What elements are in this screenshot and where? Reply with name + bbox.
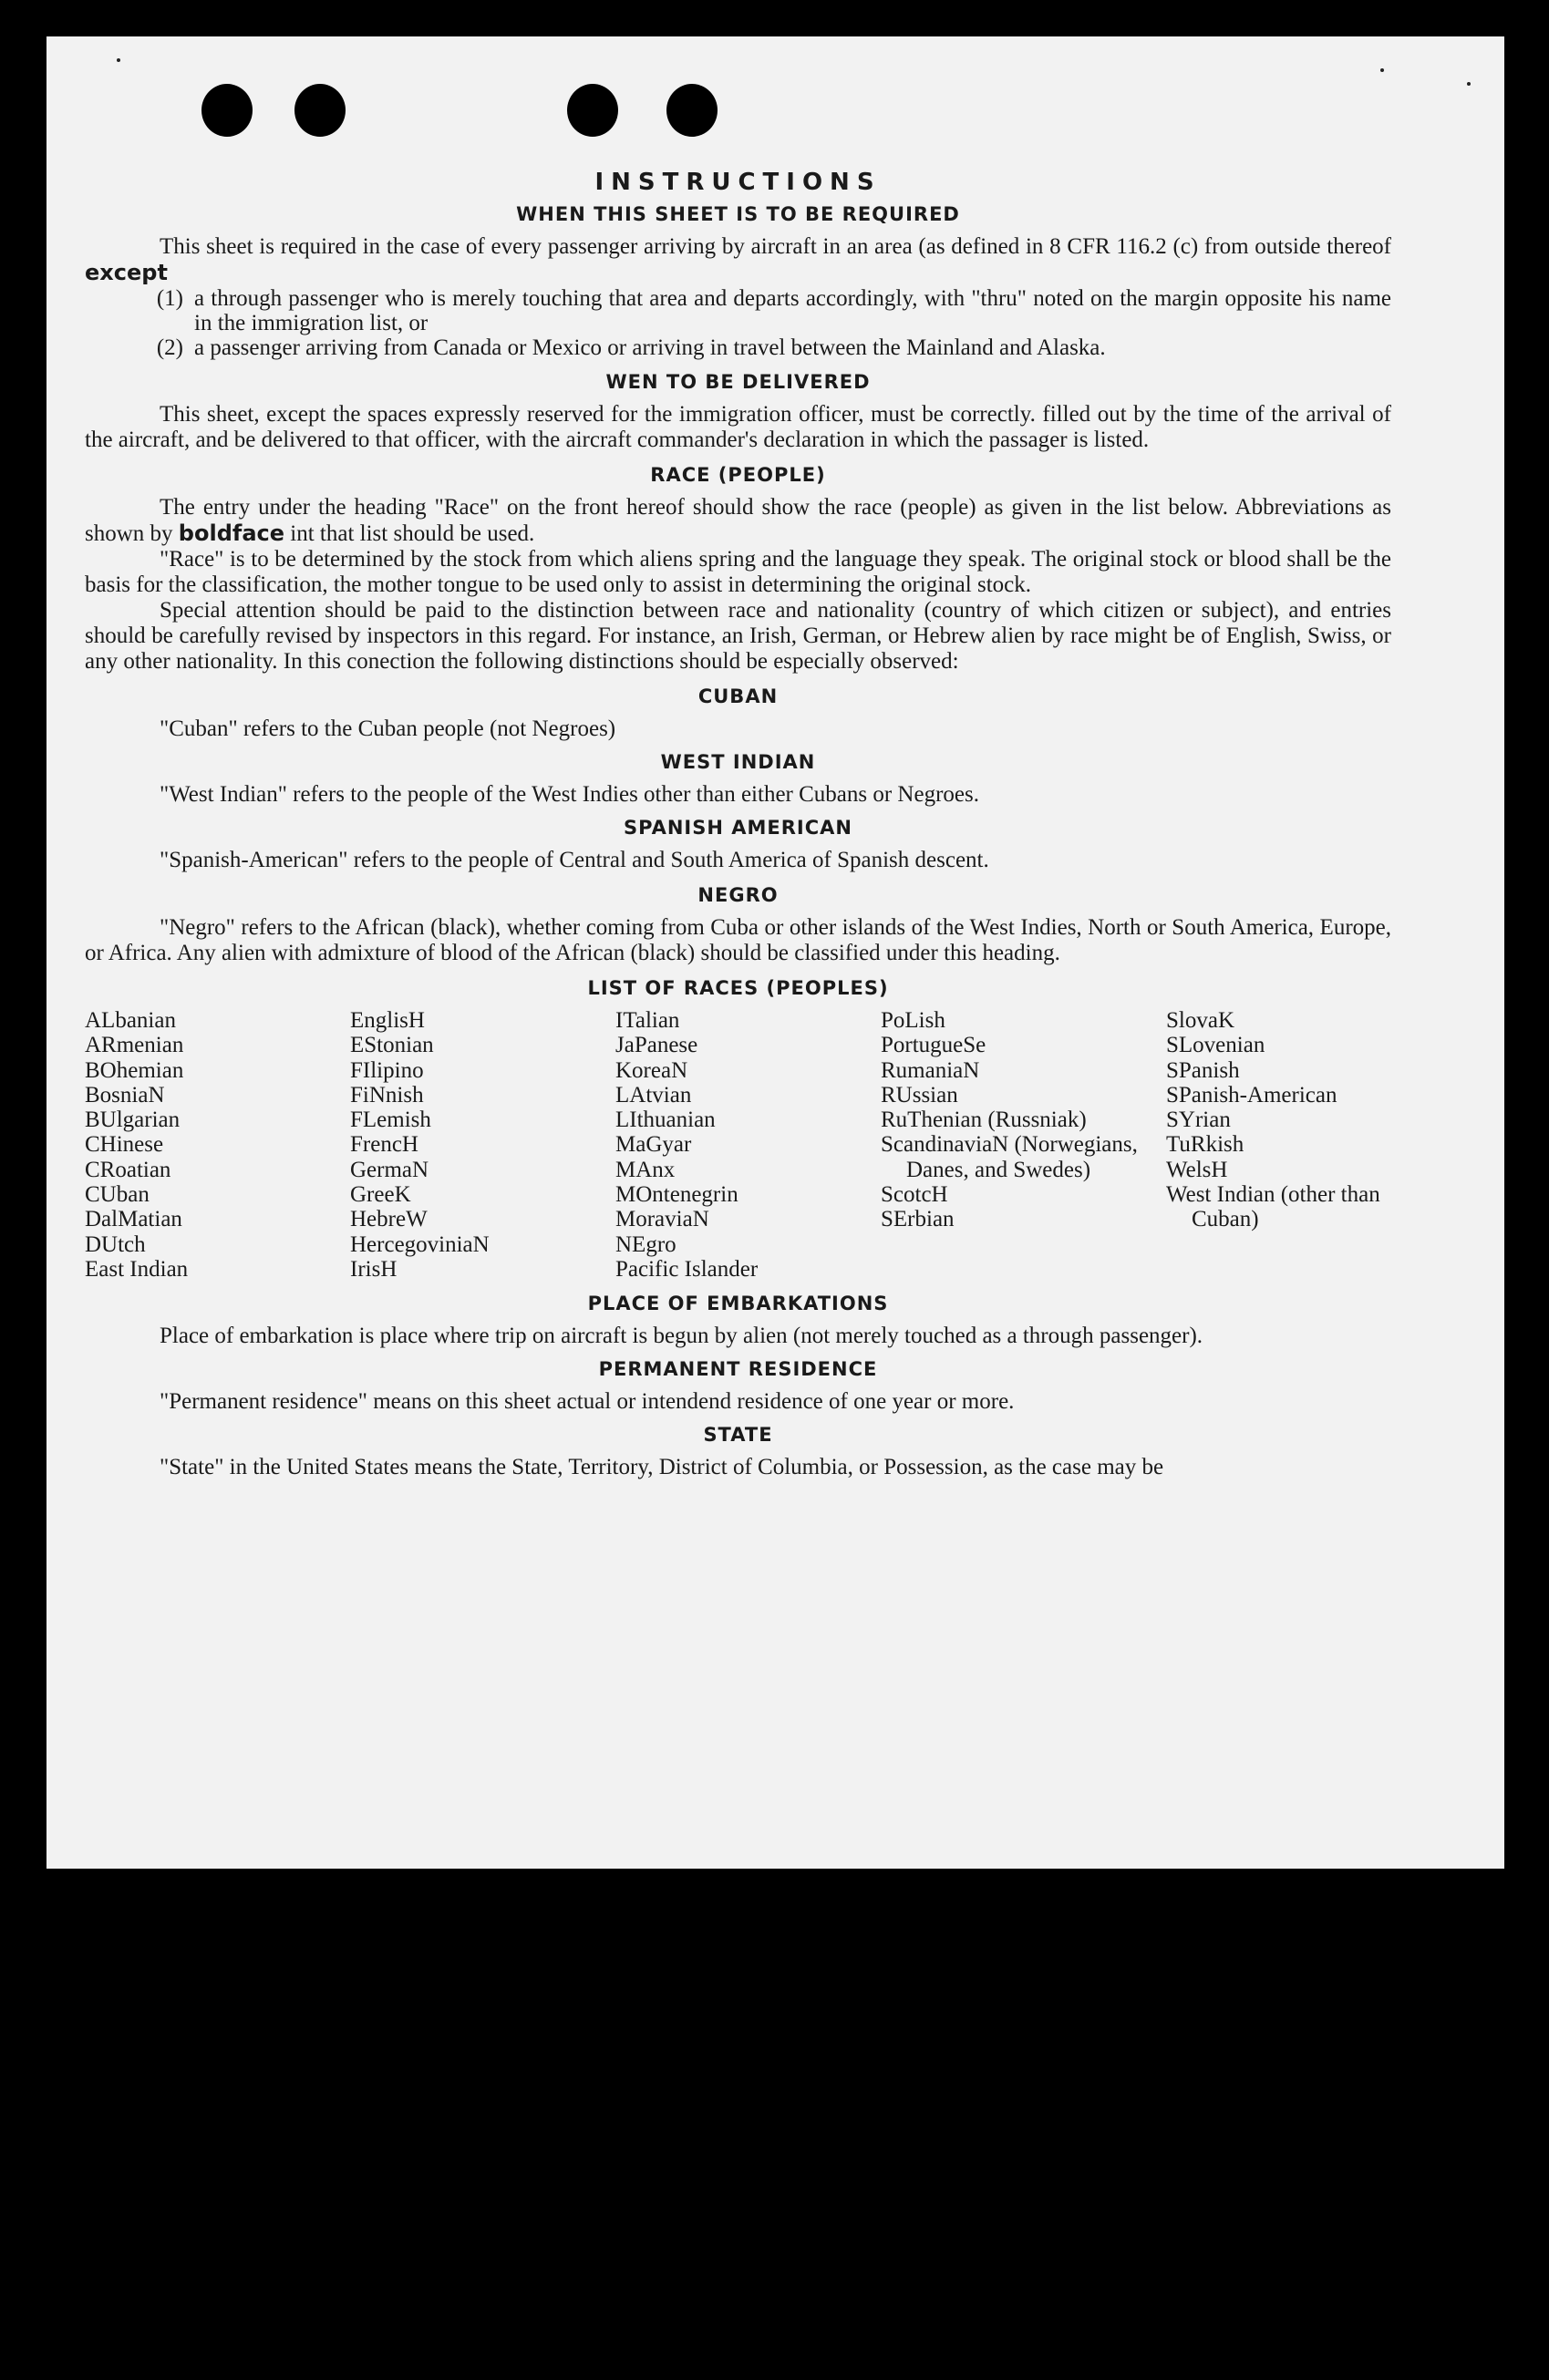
race-entry: MOntenegrin xyxy=(615,1182,738,1208)
race-entry: CHinese xyxy=(85,1132,164,1158)
item-text: a passenger arriving from Canada or Mexico or arriving in travel between the Mainland and Alaska. xyxy=(194,335,1106,360)
exceptions-list xyxy=(85,286,1391,360)
race-entry: IrisH xyxy=(350,1256,398,1282)
page-title: INSTRUCTIONS xyxy=(594,169,882,196)
race-entry: LIthuanian xyxy=(615,1108,716,1133)
instructions-content xyxy=(85,169,1391,1480)
race-entry: FiNnish xyxy=(350,1082,424,1108)
dust-speck xyxy=(117,58,120,62)
race-entry: PortugueSe xyxy=(881,1033,986,1058)
races-column xyxy=(881,1008,1166,1282)
negro-paragraph: "Negro" refers to the African (black), whether coming from Cuba or other islands of the West Indies, North or South America, Europe, or Africa. Any alien with admixture of blood of the African (black) should be classified under this heading. xyxy=(85,915,1391,965)
race-entry: BosniaN xyxy=(85,1082,165,1108)
race-entry: BUlgarian xyxy=(85,1108,181,1133)
residence-paragraph: "Permanent residence" means on this sheet actual or intendend residence of one year or more. xyxy=(160,1389,1015,1415)
race-entry: SPanish-American xyxy=(1166,1082,1337,1108)
race-entry: GreeK xyxy=(350,1182,411,1208)
race-entry: WelsH xyxy=(1166,1157,1228,1182)
race-entry: JaPanese xyxy=(615,1033,698,1058)
race-entry: GermaN xyxy=(350,1157,429,1182)
document-page xyxy=(46,36,1504,1869)
west-indian-paragraph: "West Indian" refers to the people of the West Indies other than either Cubans or Negroes. xyxy=(160,782,979,807)
punch-hole xyxy=(666,84,718,137)
required-paragraph xyxy=(85,234,1391,286)
dust-speck xyxy=(1467,82,1471,86)
punch-hole xyxy=(294,84,346,137)
race-paragraph-2: "Race" is to be determined by the stock from which aliens spring and the language they speak. The original stock or blood shall be the basis for the classification, the mother tongue to be used only to assist in determining the original stock. xyxy=(85,547,1391,597)
dust-speck xyxy=(1380,68,1384,72)
race-entry: ScotcH xyxy=(881,1182,948,1208)
race-entry: EnglisH xyxy=(350,1008,425,1033)
delivered-paragraph: This sheet, except the spaces expressly reserved for the immigration officer, must be correctly. filled out by the time of the arrival of the aircraft, and be delivered to that officer, with the aircraft commander's declaration in which the passager is listed. xyxy=(85,402,1391,452)
race-entry: Pacific Islander xyxy=(615,1256,759,1282)
item-number: (1) xyxy=(156,286,183,311)
cuban-paragraph: "Cuban" refers to the Cuban people (not Negroes) xyxy=(160,716,616,741)
race-entry: TuRkish xyxy=(1166,1132,1244,1158)
race-entry: KoreaN xyxy=(615,1057,688,1083)
list-item xyxy=(85,335,1391,360)
race-entry: RuThenian (Russniak) xyxy=(881,1108,1087,1133)
race-entry: ITalian xyxy=(615,1008,680,1033)
race-entry: East Indian xyxy=(85,1256,189,1282)
race-entry: DalMatian xyxy=(85,1207,182,1232)
races-column xyxy=(615,1008,881,1282)
list-item xyxy=(85,286,1391,335)
race-entry: DUtch xyxy=(85,1231,146,1257)
races-list xyxy=(85,1008,1391,1282)
section-heading-negro: NEGRO xyxy=(697,884,779,906)
race-p1-after: int that list should be used. xyxy=(290,521,535,546)
race-entry: FLemish xyxy=(350,1108,431,1133)
race-entry: HebreW xyxy=(350,1207,428,1232)
race-entry: MoraviaN xyxy=(615,1207,709,1232)
boldface-word: boldface xyxy=(178,520,285,546)
section-heading-cuban: CUBAN xyxy=(697,685,779,707)
race-entry: SErbian xyxy=(881,1207,955,1232)
section-heading-west-indian: WEST INDIAN xyxy=(660,751,816,773)
race-paragraph-3: Special attention should be paid to the distinction between race and nationality (country of which citizen or subject), and entries should be carefully revised by inspectors in this regard. For instance, an Irish, German, or Hebrew alien by race might be of English, Swiss, or any other nationality. In this conection the following distinctions should be especially observed: xyxy=(85,598,1391,674)
punch-hole xyxy=(201,84,253,137)
section-heading-state: STATE xyxy=(703,1424,773,1447)
embarkation-paragraph: Place of embarkation is place where trip on aircraft is begun by alien (not merely touched as a through passenger). xyxy=(160,1324,1203,1349)
races-column xyxy=(1166,1008,1391,1282)
section-heading-spanish-american: SPANISH AMERICAN xyxy=(624,817,852,839)
race-entry: ARmenian xyxy=(85,1033,184,1058)
race-entry: West Indian (other than Cuban) xyxy=(1166,1182,1380,1232)
section-heading-races-list: LIST OF RACES (PEOPLES) xyxy=(587,977,889,999)
punch-hole xyxy=(567,84,618,137)
race-entry: BOhemian xyxy=(85,1057,184,1083)
item-number: (2) xyxy=(156,335,183,360)
race-entry: LAtvian xyxy=(615,1082,692,1108)
race-entry: SYrian xyxy=(1166,1108,1231,1133)
section-heading-embarkation: PLACE OF EMBARKATIONS xyxy=(587,1293,889,1315)
race-entry: CUban xyxy=(85,1182,150,1208)
race-entry: SLovenian xyxy=(1166,1033,1265,1058)
race-entry: ScandinaviaN (Norwegians, Danes, and Swedes) xyxy=(881,1132,1138,1182)
race-entry: NEgro xyxy=(615,1231,676,1257)
section-heading-delivered: WEN TO BE DELIVERED xyxy=(605,371,871,393)
race-entry: HercegoviniaN xyxy=(350,1231,490,1257)
race-entry: FrencH xyxy=(350,1132,418,1158)
item-text: a through passenger who is merely touching that area and departs accordingly, with "thru" noted on the margin opposite his name in the immigration list, or xyxy=(194,286,1391,335)
race-entry: EStonian xyxy=(350,1033,434,1058)
race-entry: FIlipino xyxy=(350,1057,424,1083)
race-entry: ALbanian xyxy=(85,1008,176,1033)
race-entry: SPanish xyxy=(1166,1057,1240,1083)
race-paragraph-1 xyxy=(85,495,1391,547)
race-entry: MAnx xyxy=(615,1157,676,1182)
race-entry: RUssian xyxy=(881,1082,958,1108)
section-heading-residence: PERMANENT RESIDENCE xyxy=(598,1358,878,1381)
race-entry: SlovaK xyxy=(1166,1008,1234,1033)
races-column xyxy=(85,1008,350,1282)
race-entry: RumaniaN xyxy=(881,1057,980,1083)
race-entry: CRoatian xyxy=(85,1157,171,1182)
race-p1-before: The entry under the heading "Race" on the front hereof should show the race (people) as given in the list below. Abbreviations as shown by xyxy=(85,495,1391,546)
section-heading-required: WHEN THIS SHEET IS TO BE REQUIRED xyxy=(516,203,960,225)
required-intro: This sheet is required in the case of every passenger arriving by aircraft in an area (as defined in 8 CFR 116.2 (c) from outside thereof xyxy=(160,234,1391,259)
except-word: except xyxy=(85,260,168,285)
race-entry: MaGyar xyxy=(615,1132,692,1158)
state-paragraph: "State" in the United States means the State, Territory, District of Columbia, or Possession, as the case may be xyxy=(160,1455,1164,1480)
spanish-american-paragraph: "Spanish-American" refers to the people of Central and South America of Spanish descent. xyxy=(160,848,989,872)
section-heading-race: RACE (PEOPLE) xyxy=(650,464,826,486)
race-entry: PoLish xyxy=(881,1008,945,1033)
races-column xyxy=(350,1008,615,1282)
